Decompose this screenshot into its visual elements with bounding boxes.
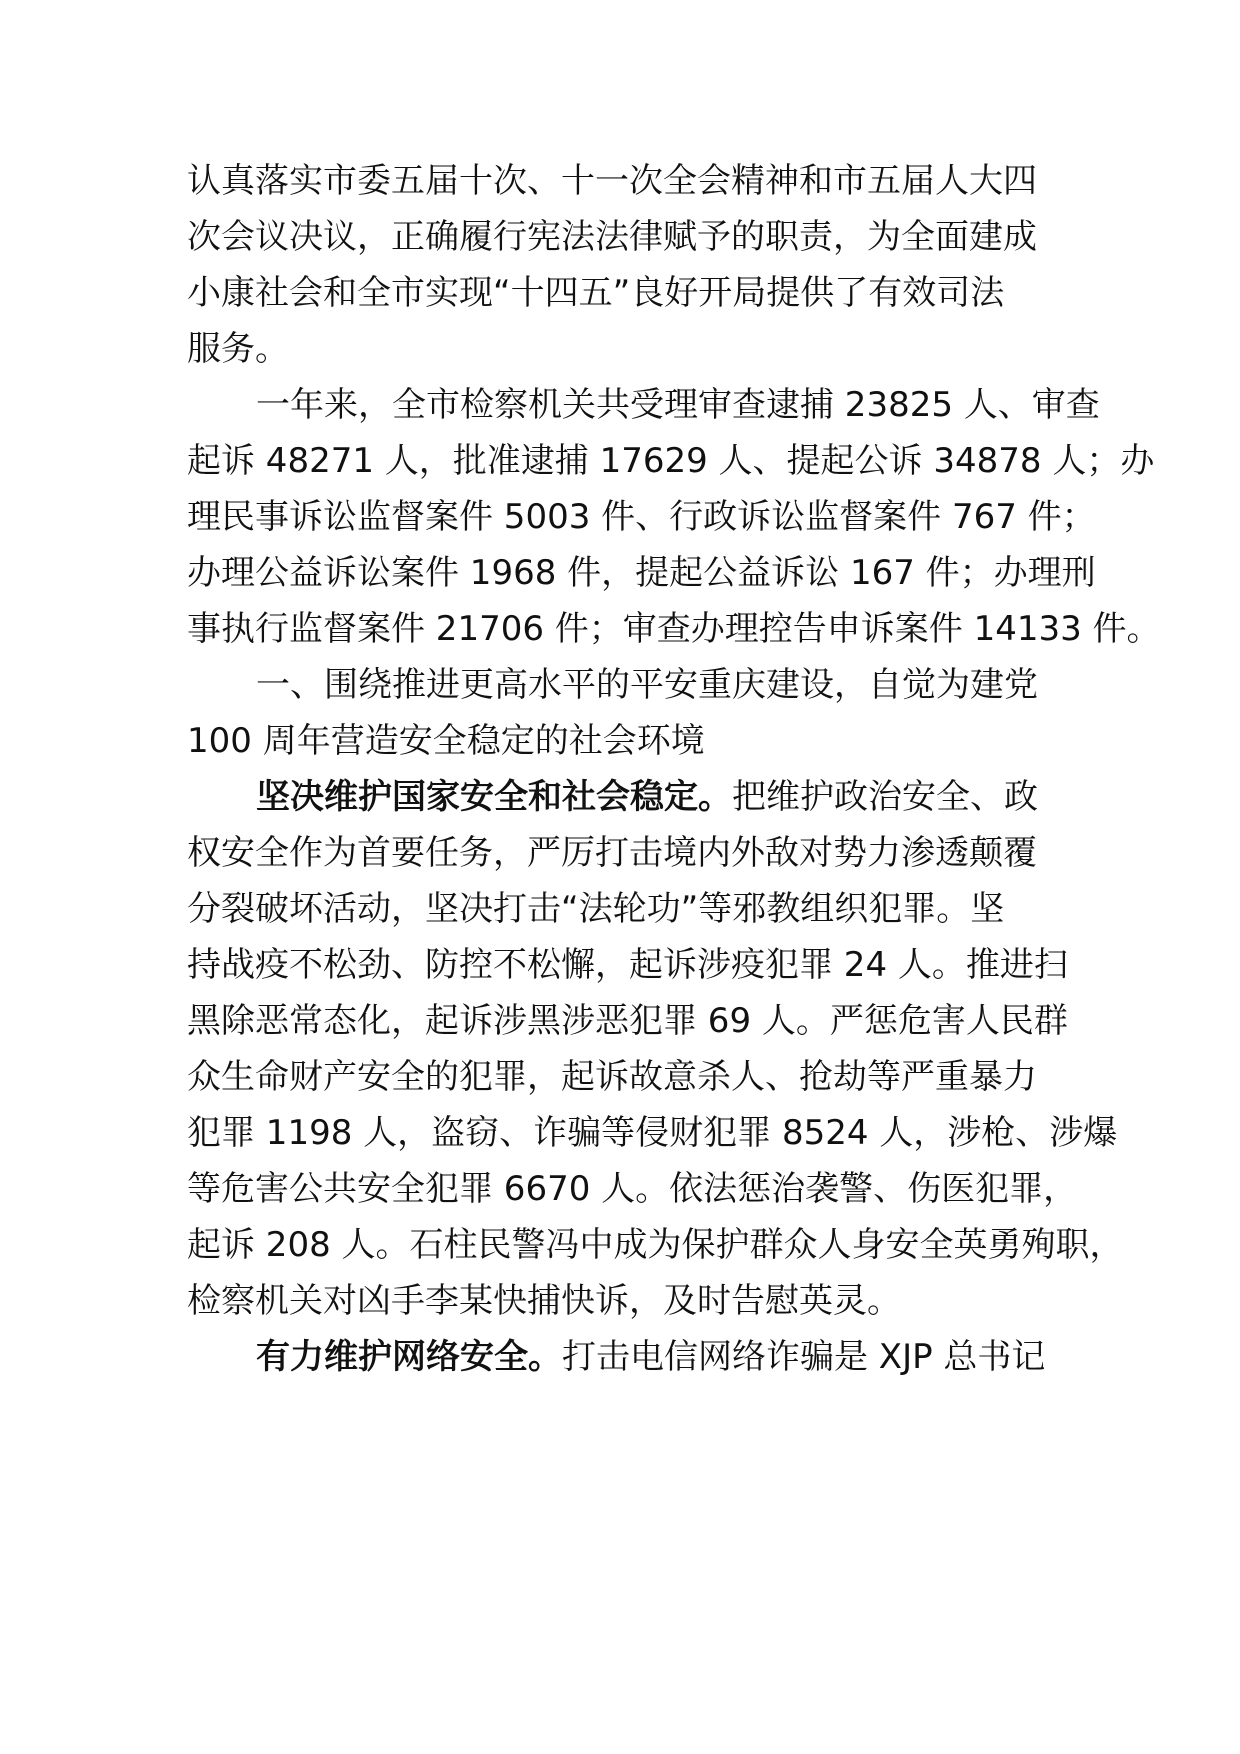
text-line: 黑除恶常态化，起诉涉黑涉恶犯罪 69 人。严惩危害人民群 <box>187 1001 1068 1041</box>
text-line: 犯罪 1198 人，盗窃、诈骗等侵财犯罪 8524 人，涉枪、涉爆 <box>187 1113 1118 1153</box>
text-line: 分裂破坏活动，坚决打击“法轮功”等邪教组织犯罪。坚 <box>187 889 1005 929</box>
text-line: 起诉 208 人。石柱民警冯中成为保护群众人身安全英勇殉职， <box>187 1225 1124 1265</box>
text-line: 持战疫不松劲、防控不松懈，起诉涉疫犯罪 24 人。推进扫 <box>187 945 1068 985</box>
text-line: 认真落实市委五届十次、十一次全会精神和市五届人大四 <box>187 161 1037 201</box>
text-line <box>256 772 1126 822</box>
text-line: 办理公益诉讼案件 1968 件，提起公益诉讼 167 件；办理刑 <box>187 553 1096 593</box>
section-heading: 100 周年营造安全稳定的社会环境 <box>187 721 705 761</box>
text-line <box>256 1332 1126 1382</box>
section-heading: 一、围绕推进更高水平的平安重庆建设，自觉为建党 <box>256 665 1038 705</box>
paragraph-text: 把维护政治安全、政 <box>732 777 1038 817</box>
text-line: 检察机关对凶手李某快捕快诉，及时告慰英灵。 <box>187 1281 901 1321</box>
text-line: 等危害公共安全犯罪 6670 人。依法惩治袭警、伤医犯罪， <box>187 1169 1078 1209</box>
paragraph-lead: 坚决维护国家安全和社会稳定。 <box>256 777 732 817</box>
text-line: 众生命财产安全的犯罪，起诉故意杀人、抢劫等严重暴力 <box>187 1057 1037 1097</box>
text-line: 一年来，全市检察机关共受理审查逮捕 23825 人、审查 <box>256 385 1100 425</box>
text-line: 次会议决议，正确履行宪法法律赋予的职责，为全面建成 <box>187 217 1037 257</box>
text-line: 服务。 <box>187 329 289 369</box>
text-line: 起诉 48271 人，批准逮捕 17629 人、提起公诉 34878 人；办 <box>187 441 1155 481</box>
text-line: 事执行监督案件 21706 件；审查办理控告申诉案件 14133 件。 <box>187 609 1161 649</box>
paragraph-text: 打击电信网络诈骗是 XJP 总书记 <box>562 1337 1046 1377</box>
text-line: 小康社会和全市实现“十四五”良好开局提供了有效司法 <box>187 273 1005 313</box>
text-line: 理民事诉讼监督案件 5003 件、行政诉讼监督案件 767 件； <box>187 497 1096 537</box>
text-line: 权安全作为首要任务，严厉打击境内外敌对势力渗透颠覆 <box>187 833 1037 873</box>
paragraph-lead: 有力维护网络安全。 <box>256 1337 562 1377</box>
